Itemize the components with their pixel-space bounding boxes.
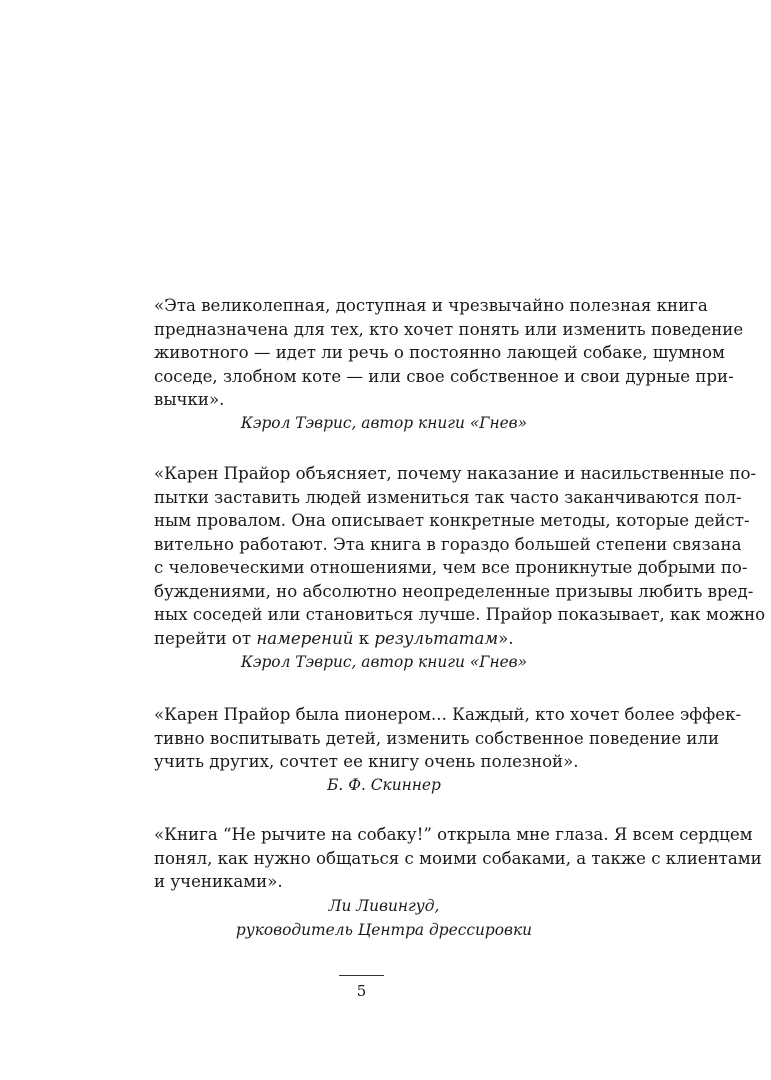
quote-2-line-8-middle: к bbox=[353, 628, 375, 648]
quote-2-line-4: вительно работают. Эта книга в гораздо большей степени связана bbox=[154, 534, 742, 554]
quote-3-attribution bbox=[154, 773, 614, 797]
quote-3-line-3: учить других, сочтет ее книгу очень полезной». bbox=[154, 752, 579, 771]
quote-1-line-1: «Эта великолепная, доступная и чрезвычайно полезная книга bbox=[154, 296, 708, 315]
quote-2-emphasis-intentions: намерений bbox=[256, 628, 354, 648]
quote-3-line-1: «Карен Прайор была пионером... Каждый, кто хочет более эффек- bbox=[154, 705, 742, 724]
quote-1-line-2: предназначена для тех, кто хочет понять или изменить поведение bbox=[154, 319, 744, 339]
quote-1-attribution-line-1: Кэрол Тэврис, автор книги «Гнев» bbox=[240, 414, 528, 432]
quote-4-line-2: понял, как нужно общаться с моими собаками, а также с клиентами bbox=[154, 848, 762, 868]
quote-4 bbox=[154, 823, 762, 894]
quote-2-attribution bbox=[154, 650, 614, 674]
quote-2-line-8 bbox=[154, 627, 614, 651]
quote-2-line-7: ных соседей или становиться лучше. Прайор показывает, как можно bbox=[154, 605, 766, 624]
quote-2-line-1: «Карен Прайор объясняет, почему наказание и насильственные по- bbox=[154, 464, 757, 483]
quote-3-attribution-line-1: Б. Ф. Скиннер bbox=[327, 776, 441, 794]
quote-2-emphasis-results: результатам bbox=[374, 628, 499, 648]
quote-3 bbox=[154, 703, 742, 774]
quote-1-line-4: соседе, злобном коте — или свое собственное и свои дурные при- bbox=[154, 366, 734, 386]
quote-2-line-2: пытки заставить людей измениться так часто заканчиваются пол- bbox=[154, 487, 742, 507]
quote-1-line-5: вычки». bbox=[154, 390, 225, 409]
quote-1-attribution bbox=[154, 411, 614, 435]
quote-2-line-3: ным провалом. Она описывает конкретные методы, которые дейст- bbox=[154, 511, 750, 530]
quote-3-line-2: тивно воспитывать детей, изменить собственное поведение или bbox=[154, 728, 720, 748]
quote-1-line-3: животного — идет ли речь о постоянно лающей собаке, шумном bbox=[154, 343, 725, 362]
quote-4-line-1: «Книга “Не рычите на собаку!” открыла мне глаза. Я всем сердцем bbox=[154, 825, 753, 844]
quote-2-line-8-before: перейти от bbox=[154, 628, 257, 648]
quote-1 bbox=[154, 294, 744, 412]
quote-2-line-6: буждениями, но абсолютно неопределенные призывы любить вред- bbox=[154, 581, 754, 601]
quote-2-line-8-after: ». bbox=[498, 628, 514, 648]
quote-4-attribution bbox=[154, 894, 614, 942]
page-number: 5 bbox=[356, 982, 367, 1000]
quote-4-attribution-line-1: Ли Ливингуд, bbox=[328, 897, 440, 915]
quote-4-attribution-line-2: руководитель Центра дрессировки bbox=[235, 921, 533, 939]
quote-2-attribution-line-1: Кэрол Тэврис, автор книги «Гнев» bbox=[240, 653, 528, 671]
quote-2-line-5: с человеческими отношениями, чем все проникнутые добрыми по- bbox=[154, 558, 748, 577]
page-number-rule bbox=[339, 975, 384, 976]
quote-4-line-3: и учениками». bbox=[154, 872, 283, 891]
quote-2 bbox=[154, 462, 766, 650]
